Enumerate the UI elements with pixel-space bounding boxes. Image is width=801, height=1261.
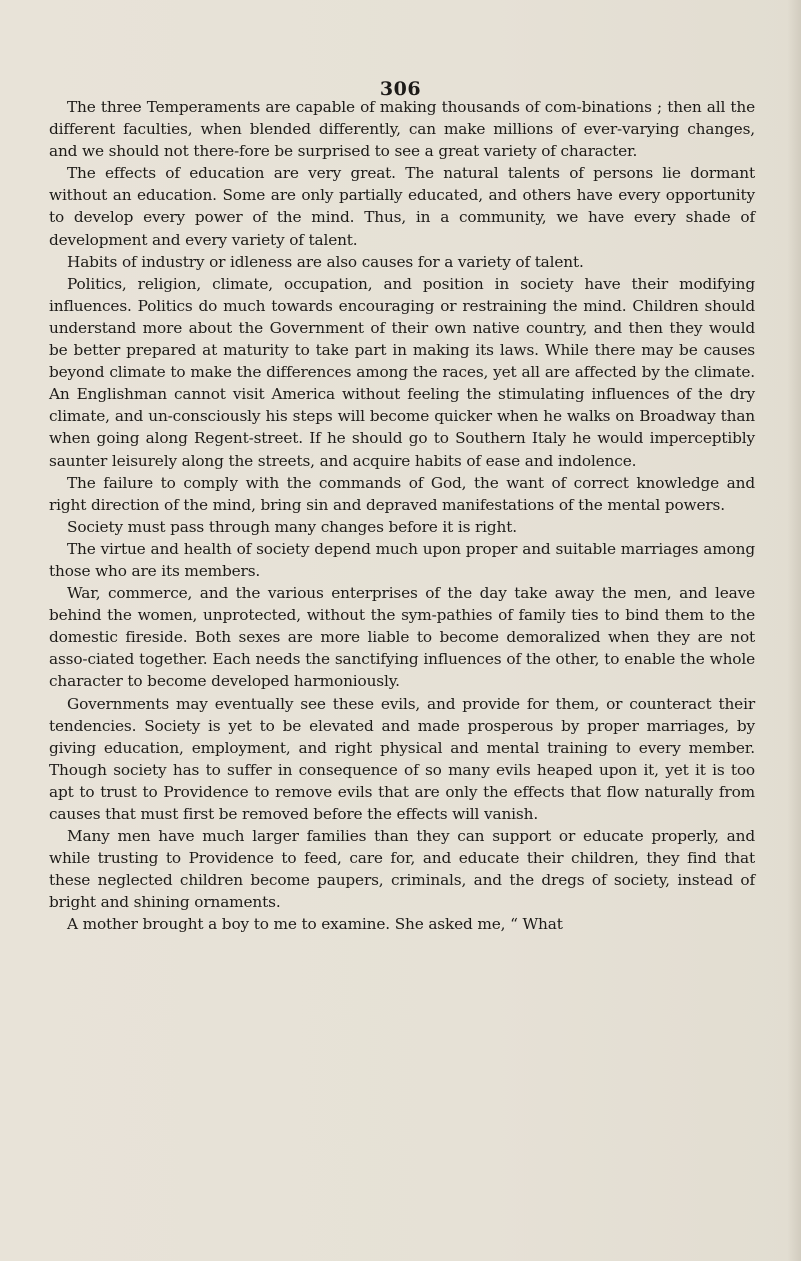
paragraph-governments: Governments may eventually see these evils, and provide for them, or counteract their tendencies. Society is yet to be elevated and made prosperous by proper marriages, by giving education, employment, and right physical and mental training to every member. Though society has to suffer in consequence of so many evils heaped upon it, yet it is too apt to trust to Providence to remove evils that are only the effects that flow naturally from causes that must first be removed before the effects will vanish. <box>49 694 755 823</box>
paragraph-commands-of-god: The failure to comply with the commands of God, the want of correct knowledge and right direction of the mind, bring sin and depraved manifestations of the mental powers. <box>49 473 755 514</box>
paragraph-mother-boy: A mother brought a boy to me to examine. She asked me, “ What <box>67 915 563 934</box>
paragraph-education: The effects of education are very great. The natural talents of persons lie dormant without an education. Some are only partially educated, and others have every opportunity to develop every power of the mind. Thus, in a community, we have every shade of development and every variety of talent. <box>49 164 755 249</box>
paragraph-temperaments: The three Temperaments are capable of making thousands of com-binations ; then all the different faculties, when blended differently, can make millions of ever-varying changes, and we should not there-fore be surprised to see a great variety of character. <box>49 98 755 161</box>
paragraph-society-changes: Society must pass through many changes before it is right. <box>67 517 517 536</box>
page-number: 306 <box>379 78 422 100</box>
paragraph-habits: Habits of industry or idleness are also causes for a variety of talent. <box>67 252 584 271</box>
page-edge-shadow <box>787 0 801 1261</box>
paragraph-war-commerce: War, commerce, and the various enterprises of the day take away the men, and leave behind the women, unprotected, without the sym-pathies of family ties to bind them to the domestic fireside. Both sexes are more liable to become demoralized when they are not asso-ciated together. Each needs the sanctifying influences of the other, to enable the whole character to become developed harmoniously. <box>49 584 755 691</box>
paragraph-large-families: Many men have much larger families than they can support or educate properly, and while trusting to Providence to feed, care for, and educate their children, they find that these neglected children become paupers, criminals, and the dregs of society, instead of bright and shining ornaments. <box>49 827 755 912</box>
paragraph-marriages: The virtue and health of society depend much upon proper and suitable marriages among those who are its members. <box>49 539 755 580</box>
page-body-text <box>49 96 755 936</box>
paragraph-politics-climate: Politics, religion, climate, occupation, and position in society have their modifying influences. Politics do much towards encouraging or restraining the mind. Children should understand more about the Government of their own native country, and then they would be better prepared at maturity to take part in making its laws. While there may be causes beyond climate to make the differences among the races, yet all are affected by the climate. An Englishman cannot visit America without feeling the stimulating influences of the dry climate, and un-consciously his steps will become quicker when he walks on Broadway than when going along Regent-street. If he should go to Southern Italy he would imperceptibly saunter leisurely along the streets, and acquire habits of ease and indolence. <box>49 274 755 470</box>
